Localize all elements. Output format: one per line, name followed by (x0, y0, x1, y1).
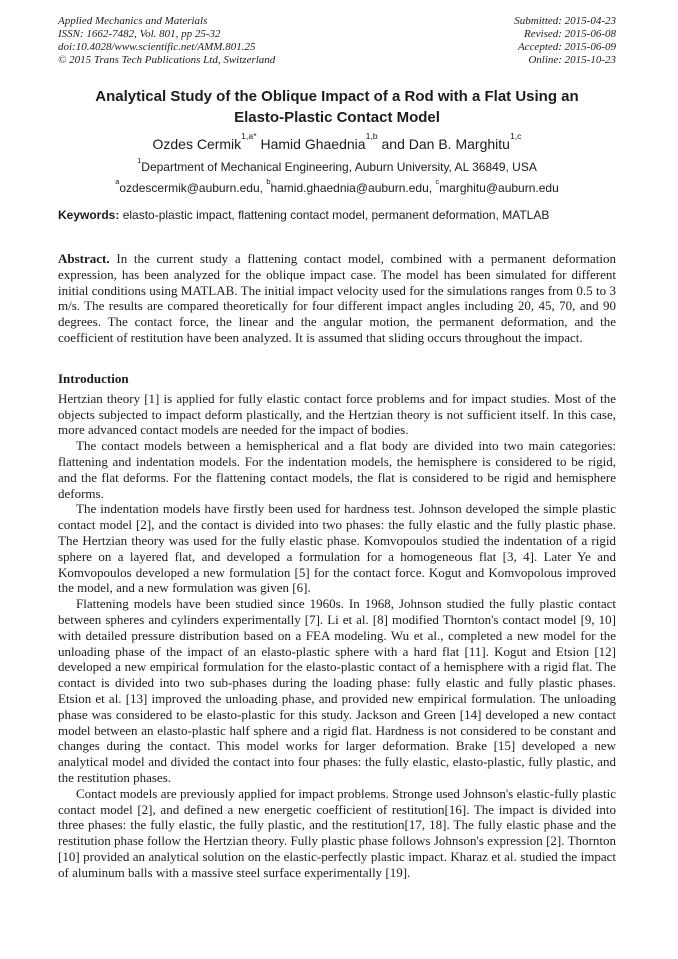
paper-title (58, 86, 616, 128)
author-superscript: 1,b (365, 131, 378, 142)
title-line: Analytical Study of the Oblique Impact of a Rod with a Flat Using an (95, 88, 579, 105)
author-name: Dan B. Marghitu (408, 136, 510, 152)
submission-date-line: Revised: 2015-06-08 (524, 28, 616, 40)
title-line: Elasto-Plastic Contact Model (234, 109, 440, 126)
journal-meta-line: Applied Mechanics and Materials (58, 15, 208, 27)
journal-header-right (514, 15, 616, 67)
author-name: Ozdes Cermik (152, 136, 242, 152)
email-superscript: b (266, 176, 271, 186)
email-superscript: a (115, 176, 120, 186)
submission-date-line: Submitted: 2015-04-23 (514, 15, 616, 27)
introduction-paragraph: The contact models between a hemispherical and a flat body are divided into two main categories: flattening and indentation models. For the indentation models, the hemisphere is considered to be rigid, and the flat deforms. For the flattening contact models, the flat is considered to be rigid and hemisphere deforms. (58, 438, 616, 501)
emails-line (58, 176, 616, 196)
journal-meta-line: © 2015 Trans Tech Publications Ltd, Switzerland (58, 54, 276, 66)
email-superscript: c (435, 176, 440, 186)
email-text: hamid.ghaednia@auburn.edu, (270, 181, 436, 195)
keywords-text: elasto-plastic impact, flattening contact model, permanent deformation, MATLAB (122, 208, 550, 222)
authors-line (58, 131, 616, 154)
introduction-paragraph: The indentation models have firstly been used for hardness test. Johnson developed the simple plastic contact model [2], and the contact is divided into two phases: the fully elastic and the fully plastic phase. The Hertzian theory was used for the fully elastic phase. Komvopoulos studied the indentation of a rigid sphere on a layered flat, and developed a formulation for a homogeneous flat [3, 4]. Later Ye and Komvopoulos developed a new formulation [5] for the contact force. Kogut and Komvopolous improved the model, and a new formulation was given [6]. (58, 501, 616, 596)
abstract-label: Abstract. (58, 251, 110, 266)
journal-meta-line: doi:10.4028/www.scientific.net/AMM.801.25 (58, 41, 256, 53)
affiliation-text: Department of Mechanical Engineering, Auburn University, AL 36849, USA (141, 160, 537, 174)
introduction-paragraph: Flattening models have been studied since 1960s. In 1968, Johnson studied the fully plastic contact between spheres and cylinders experimentally [7]. Li et al. [8] modified Thornton's contact model [9, 10] with detailed pressure distribution based on a FEA modeling. Wu et al., completed a new model for the unloading phase of the impact of an elasto-plastic sphere with a hard flat [11]. Kogut and Etsion [12] developed a new empirical formulation for the elasto-plastic contact of a hemisphere with a rigid flat. The contact is divided into two sub-phases during the loading phase: fully elastic and fully plastic phases. Etsion et al. [13] improved the unloading phase, and provided new empirical formulation. The unloading phase was considered to be elasto-plastic for this study. Jackson and Green [14] developed a new contact model between an elasto-plastic half sphere and a rigid flat. Hardness is not considered to be constant and changes during the contact. This model works for larger deformation. Brake [15] developed a new analytical model and divided the contact into four phases: the fully elastic, elasto-plastic, fully plastic, and the restitution phases. (58, 596, 616, 785)
author-name: Hamid Ghaednia (260, 136, 366, 152)
submission-date-line: Accepted: 2015-06-09 (517, 41, 616, 53)
journal-header (58, 15, 616, 67)
keywords-label: Keywords: (58, 208, 120, 222)
author-superscript: 1,c (509, 131, 522, 142)
introduction-paragraph: Hertzian theory [1] is applied for fully elastic contact force problems and for impact studies. Most of the objects subjected to impact deform plastically, and the Hertzian theory is not sufficient itself. In this case, more advanced contact models are needed for the impact of bodies. (58, 390, 616, 438)
author-superscript: 1,a* (241, 131, 257, 142)
journal-meta-line: ISSN: 1662-7482, Vol. 801, pp 25-32 (58, 28, 221, 40)
email-text: ozdescermik@auburn.edu, (119, 181, 267, 195)
submission-date-line: Online: 2015-10-23 (528, 54, 616, 66)
abstract-paragraph (58, 251, 616, 346)
abstract-text: In the current study a flattening contact model, combined with a permanent deformation expression, has been analyzed for the oblique impact case. The model has been simulated for different initial conditions using MATLAB. The initial impact velocity used for the simulations ranges from 0.5 to 3 m/s. The results are compared theoretically for four different impact angles including 20, 45, 70, and 90 degrees. The contact force, the linear and the angular motion, the permanent deformation, and the coefficient of restitution have been analyzed. It is assumed that sliding occurs throughout the impact. (58, 251, 616, 345)
page-content (58, 15, 616, 880)
introduction-paragraph: Contact models are previously applied for impact problems. Stronge used Johnson's elastic-fully plastic contact model [2], and defined a new energetic coefficient of restitution[16]. The impact is divided into three phases: the fully elastic, the fully plastic, and the restitution[17, 18]. The fully elastic phase and the restitution phase follow the Hertzian theory. Fully plastic phase follows Johnson's expression [2]. Thornton [10] provided an analytical solution on the elastic-perfectly plastic impact. Kharaz et al. studied the impact of aluminum balls with a massive steel surface experimentally [19]. (58, 785, 616, 880)
affiliation-line (58, 155, 616, 175)
journal-header-left (58, 15, 275, 67)
introduction-heading: Introduction (58, 370, 129, 386)
author-separator: and (377, 136, 409, 152)
keywords-line (58, 208, 616, 223)
affiliation-superscript: 1 (137, 155, 142, 165)
email-text: marghitu@auburn.edu (439, 181, 559, 195)
